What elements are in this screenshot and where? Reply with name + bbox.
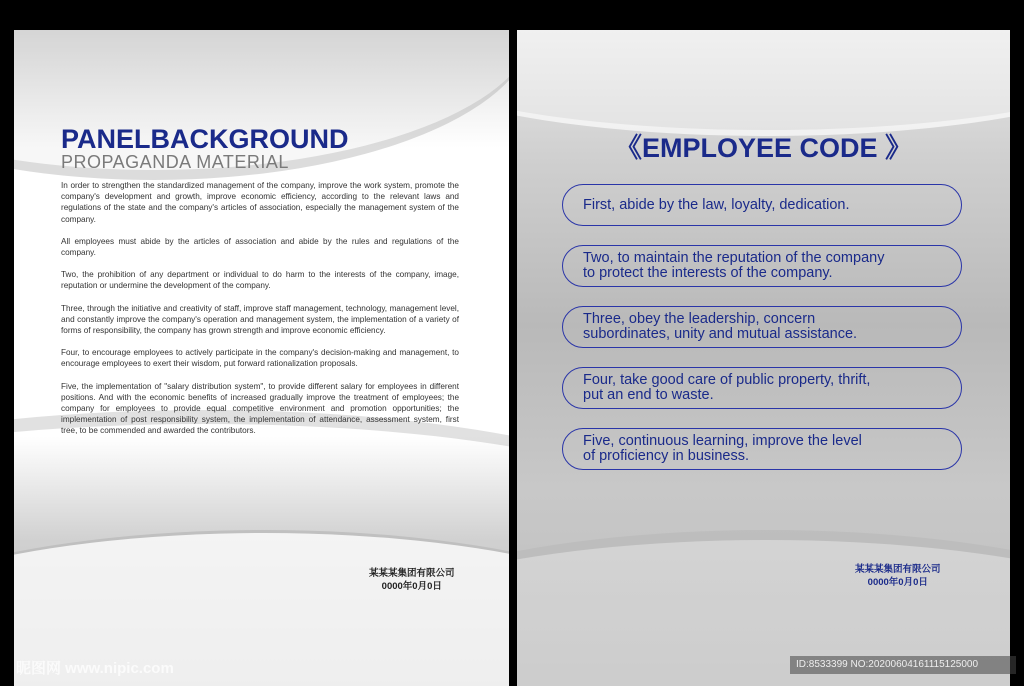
- page-title: [61, 124, 349, 154]
- body-text: [61, 180, 459, 448]
- footer-company: 某某某集团有限公司: [855, 564, 941, 575]
- decorative-swoosh: [517, 30, 1010, 136]
- code-item-text: [583, 198, 850, 213]
- code-line: to protect the interests of the company.: [583, 265, 833, 281]
- code-line: Three, obey the leadership, concern: [583, 311, 816, 327]
- footer-date: 0000年0月0日: [867, 577, 928, 588]
- code-item-text: [583, 251, 884, 281]
- watermark-logo: 昵图网 www.nipic.com: [16, 660, 174, 677]
- code-item: [562, 184, 962, 226]
- code-item: [562, 245, 962, 287]
- code-line: Four, take good care of public property, thrift,: [583, 372, 871, 388]
- paragraph: Four, to encourage employees to actively participate in the company's decision-making and management, to encourage employees to exert their wisdom, put forward rationalization proposals.: [61, 348, 459, 369]
- image-id-bar: ID:8533399 NO:20200604161115125000: [790, 656, 1016, 674]
- paragraph: Three, through the initiative and creativity of staff, improve staff management, technology, management level, and constantly improve the company's operation and management system, the implementation of a variety of forms of responsibility, the company has grown strength and improve economic efficiency.: [61, 303, 459, 336]
- paragraph: Five, the implementation of "salary distribution system", to provide different salary for employees in different positions. And with the economic benefits of increased gradually improve the treatment of employees; the company for employees to provide equal competitive environment and promotion opportunities; the implementation of post responsibility system, the implementation of attendance, assessment system, first tree, to be commended and awarded the contributors.: [61, 381, 459, 436]
- code-item-text: [583, 312, 857, 342]
- code-item: [562, 367, 962, 409]
- footer: [369, 567, 455, 593]
- paragraph: In order to strengthen the standardized management of the company, improve the work system, promote the company's development and growth, improve economic efficiency, according to the relevant laws and regulations of the state and the company's articles of association, especially the management system of the company.: [61, 181, 459, 224]
- code-item: [562, 428, 962, 470]
- code-line: subordinates, unity and mutual assistance.: [583, 326, 858, 342]
- employee-code-title: 《EMPLOYEE CODE 》: [614, 133, 913, 163]
- footer-company: 某某某集团有限公司: [369, 568, 455, 579]
- paragraph: Two, the prohibition of any department or individual to do harm to the interests of the company, image, reputation or undermine the development of the company.: [61, 270, 459, 291]
- code-item-text: [583, 373, 870, 403]
- code-line: of proficiency in business.: [583, 448, 750, 464]
- title-bold: PANEL: [61, 124, 151, 154]
- code-item-text: [583, 434, 862, 464]
- right-panel: [517, 30, 1010, 686]
- title-regular: BACKGROUND: [150, 124, 349, 154]
- code-line: Two, to maintain the reputation of the company: [583, 250, 885, 266]
- code-line: put an end to waste.: [583, 387, 714, 403]
- paragraph: All employees must abide by the articles of association and abide by the rules and regulations of the company.: [61, 236, 459, 258]
- left-panel: [14, 30, 509, 686]
- code-line: Five, continuous learning, improve the level: [583, 433, 862, 449]
- footer-date: 0000年0月0日: [381, 581, 442, 592]
- code-line: First, abide by the law, loyalty, dedication.: [583, 196, 850, 213]
- code-item: [562, 306, 962, 348]
- page-subtitle: PROPAGANDA MATERIAL: [61, 152, 289, 172]
- footer: [855, 563, 941, 589]
